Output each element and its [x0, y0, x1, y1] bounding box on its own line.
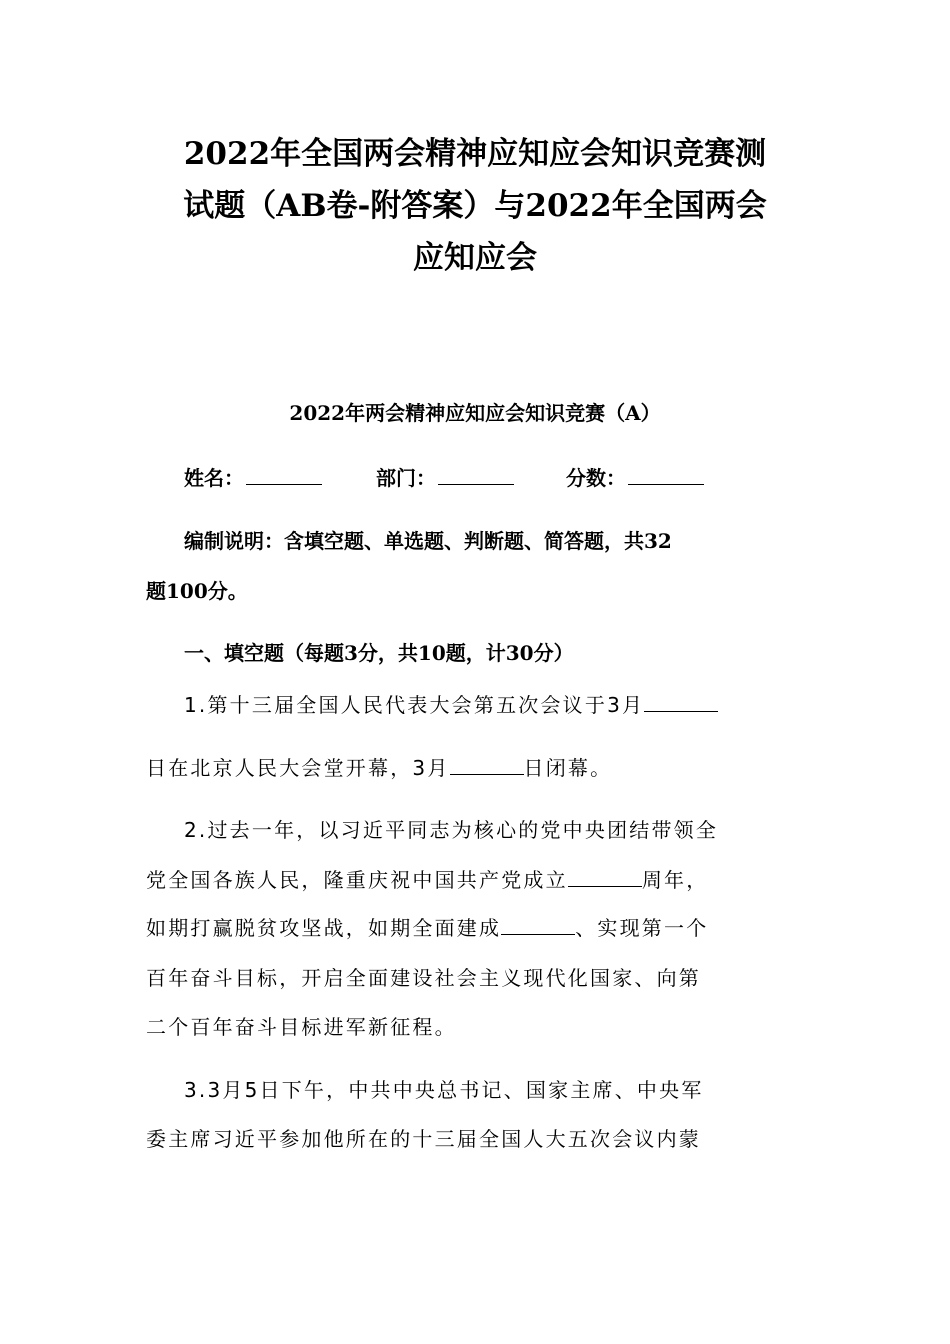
compile-note-line-2: 题100分。 [146, 579, 248, 603]
dept-label: 部门： [376, 466, 436, 490]
score-field [566, 461, 704, 495]
name-label: 姓名： [184, 466, 244, 490]
title-line-3: 应知应会 [413, 240, 537, 276]
title-line-1: 2022年全国两会精神应知应会知识竞赛测 [183, 136, 767, 172]
q2-line-2: 党全国各族人民，隆重庆祝中国共产党成立 周年， [146, 863, 806, 897]
q2-blank-2 [501, 912, 575, 935]
dept-blank [438, 462, 514, 485]
section-title: 2022年两会精神应知应会知识竞赛（A） [289, 401, 661, 425]
name-blank [246, 462, 322, 485]
q3-line-2: 委主席习近平参加他所在的十三届全国人大五次会议内蒙 [146, 1127, 701, 1151]
dept-field [376, 461, 514, 495]
title-line-2: 试题（AB卷-附答案）与2022年全国两会 [183, 188, 767, 224]
score-blank [628, 462, 704, 485]
compile-note-line-1: 编制说明：含填空题、单选题、判断题、简答题，共32 [184, 529, 672, 553]
name-field [184, 461, 322, 495]
q1-blank-2 [450, 752, 524, 775]
q2-line-3: 如期打赢脱贫攻坚战，如期全面建成 、实现第一个 [146, 911, 806, 945]
q2-line-4: 百年奋斗目标，开启全面建设社会主义现代化国家、向第 [146, 966, 701, 990]
q2-line-1: 2.过去一年，以习近平同志为核心的党中央团结带领全 [184, 818, 719, 842]
document-title [140, 128, 810, 284]
part1-heading: 一、填空题（每题3分，共10题，计30分） [184, 641, 574, 665]
q2-blank-1 [568, 864, 642, 887]
q1-blank-1 [644, 689, 718, 712]
q2-line-5: 二个百年奋斗目标进军新征程。 [146, 1015, 457, 1039]
q1-line-1: 1.第十三届全国人民代表大会第五次会议于3月 [184, 688, 804, 722]
q3-line-1: 3.3月5日下午，中共中央总书记、国家主席、中央军 [184, 1078, 704, 1102]
score-label: 分数： [566, 466, 626, 490]
q1-line-2: 日在北京人民大会堂开幕，3月 日闭幕。 [146, 751, 806, 785]
